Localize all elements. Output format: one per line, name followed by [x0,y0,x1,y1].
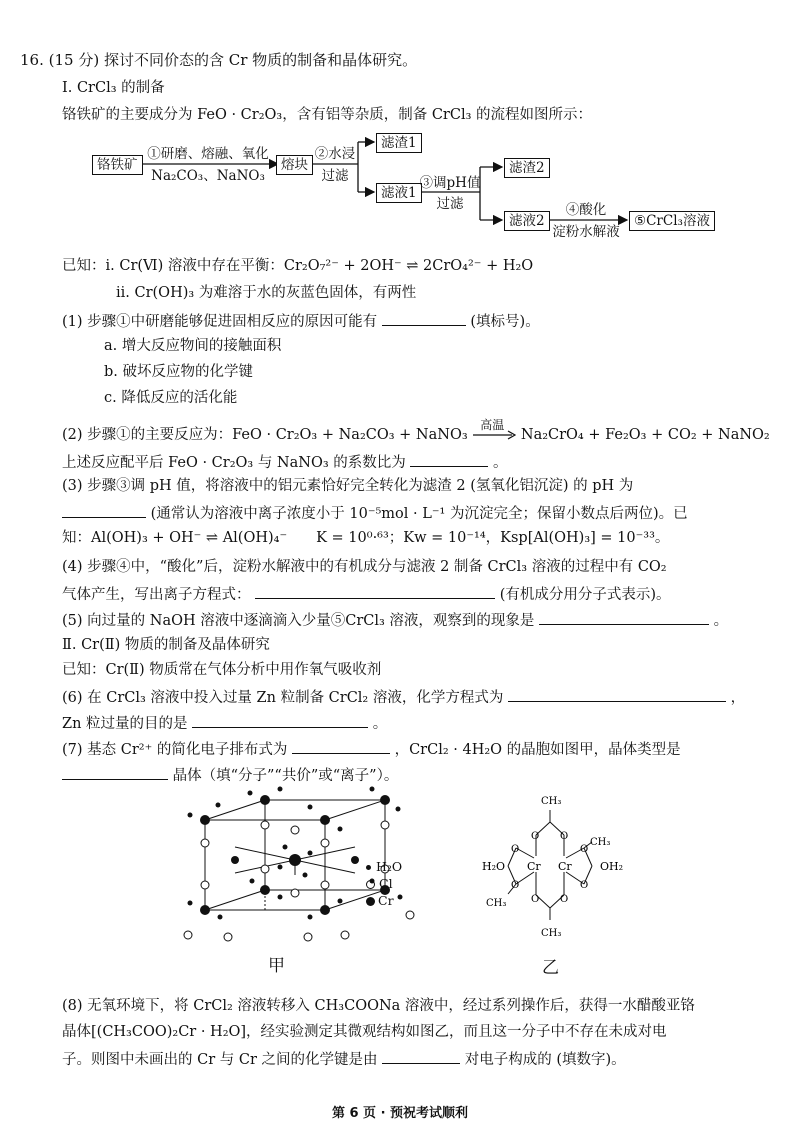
question-16-header: 16. (15 分) 探讨不同价态的含 Cr 物质的制备和晶体研究。 [20,51,418,69]
box-filtrate-1: 滤液1 [376,183,422,203]
mol-ch3-right: CH₃ [590,837,611,848]
mol-o-1: O [531,831,540,842]
legend-cl-marker [366,880,375,889]
option-c: c. 降低反应的活化能 [104,390,238,406]
question-4-text: 气体产生，写出离子方程式： [62,587,251,603]
answer-blank-q7-config[interactable] [292,738,390,754]
step3-label-bottom: 过滤 [436,196,464,212]
question-1-text: (1) 步骤①中研磨能够促进固相反应的原因可能有 [62,314,378,330]
part-1-title: Ⅰ. CrCl₃ 的制备 [62,80,165,96]
question-1 [62,310,540,332]
question-4-line1: (4) 步骤④中，“酸化”后，淀粉水解液中的有机成分与滤液 2 制备 CrCl₃ 溶液的过程中有 CO₂ [62,559,667,575]
question-5 [62,609,728,631]
mol-cr-2: Cr [558,860,572,873]
step4-label-top: ④酸化 [565,202,607,218]
option-b: b. 破坏反应物的化学键 [104,364,253,380]
question-3-line3: 知：Al(OH)₃ + OH⁻ ⇌ Al(OH)₄⁻ K = 10⁰·⁶³；Kw = 10⁻¹⁴，Ksp[Al(OH)₃] = 10⁻³³。 [62,530,670,546]
answer-blank-q5[interactable] [539,609,709,625]
part-2-title: Ⅱ. Cr(Ⅱ) 物质的制备及晶体研究 [62,637,270,653]
known-ii: ii. Cr(OH)₃ 为难溶于水的灰蓝色固体，有两性 [116,285,417,301]
question-6-comma: ， [730,690,746,706]
legend-row-h2o [366,858,402,875]
question-8-line2: 晶体[(CH₃COO)₂Cr · H₂O]，经实验测定其微观结构如图乙，而且这一分子中不存在未成对电 [62,1024,667,1040]
box-residue-2: 滤渣2 [504,158,550,178]
figure-jia-legend [366,858,402,909]
step1-label-top: ①研磨、熔融、氧化 [147,146,269,162]
mol-h2o-left: H₂O [482,860,506,873]
legend-cr-label: Cr [378,893,394,908]
question-8-tail: 对电子构成的 (填数字)。 [464,1052,626,1068]
legend-h2o-label: H₂O [376,859,403,874]
figure-yi-label: 乙 [542,958,559,978]
answer-blank-q4[interactable] [255,583,495,599]
question-6-text: (6) 在 CrCl₃ 溶液中投入过量 Zn 粒制备 CrCl₂ 溶液，化学方程式为 [62,690,504,706]
question-2-lhs: (2) 步骤①的主要反应为：FeO · Cr₂O₃ + Na₂CO₃ + NaNO₃ [62,427,468,443]
question-2-rhs: Na₂CrO₄ + Fe₂O₃ + CO₂ + NaNO₂ [520,427,770,443]
answer-blank-q3[interactable] [62,502,146,518]
page-footer: 第 6 页 · 预祝考试顺利 [331,1106,469,1121]
question-6-text2: Zn 粒过量的目的是 [62,716,188,732]
legend-row-cl [366,875,402,892]
mol-ch3-top: CH₃ [541,796,562,807]
mol-ch3-left: CH₃ [486,898,507,909]
step2-label-bottom: 过滤 [321,168,349,184]
mol-o-2: O [560,831,569,842]
question-8-line1: (8) 无氧环境下，将 CrCl₂ 溶液转移入 CH₃COONa 溶液中，经过系列操作后，获得一水醋酸亚铬 [62,998,695,1014]
question-2-equation [62,418,770,445]
mol-o-6: O [580,880,589,891]
question-2-end: 。 [492,455,508,471]
mol-o-7: O [531,894,540,905]
answer-blank-q6-purpose[interactable] [192,712,368,728]
question-8-line3 [62,1048,626,1070]
step2-label-top: ②水浸 [314,146,356,162]
step1-label-bottom: Na₂CO₃、NaNO₃ [151,168,265,184]
step4-label-bottom: 淀粉水解液 [552,224,620,240]
reaction-condition: 高温 [480,418,505,432]
question-3-line2 [62,502,688,524]
question-4-line2 [62,583,671,605]
option-a: a. 增大反应物间的接触面积 [104,338,282,354]
reaction-arrow [472,418,516,442]
question-3-line1: (3) 步骤③调 pH 值，将溶液中的铝元素恰好完全转化为滤渣 2 (氢氧化铝沉淀) 的 pH 为 [62,478,634,494]
answer-blank-q7-crystal-type[interactable] [62,764,168,780]
question-2-line2 [62,451,507,473]
question-6-end: 。 [372,716,388,732]
question-6-line1 [62,686,745,708]
figure-jia-label: 甲 [268,956,285,976]
box-residue-1: 滤渣1 [376,133,422,153]
question-1-tail: (填标号)。 [470,314,540,330]
box-filtrate-2: 滤液2 [504,211,550,231]
question-5-end: 。 [713,613,729,629]
mol-o-4: O [580,844,589,855]
question-4-tail: (有机成分用分子式表示)。 [499,587,671,603]
legend-cr-marker [366,897,375,906]
question-7-text3: 晶体（填“分子”“共价”或“离子”）。 [172,768,399,784]
question-6-line2 [62,712,387,734]
step3-label-top: ③调pH值 [419,175,481,191]
question-7-line1 [62,738,681,760]
box-product-crcl3: ⑤CrCl₃溶液 [629,211,715,231]
mol-oh2-right: OH₂ [600,860,624,873]
figure-yi-molecule [478,790,638,950]
question-7-text2: ，CrCl₂ · 4H₂O 的晶胞如图甲，晶体类型是 [394,742,681,758]
answer-blank-q8[interactable] [382,1048,460,1064]
intro-text: 铬铁矿的主要成分为 FeO · Cr₂O₃，含有铝等杂质，制备 CrCl₃ 的流程如图所示： [62,107,592,123]
answer-blank-q6-equation[interactable] [508,686,726,702]
answer-blank-q1[interactable] [382,310,466,326]
mol-o-5: O [511,880,520,891]
reaction-arrow-icon [472,428,516,442]
mol-o-3: O [511,844,520,855]
legend-cl-label: Cl [379,876,393,891]
mol-ch3-bottom: CH₃ [541,928,562,939]
box-melt-block: 熔块 [276,155,313,175]
part-2-known: 已知：Cr(Ⅱ) 物质常在气体分析中用作氧气吸收剂 [62,662,382,678]
known-i: 已知：i. Cr(Ⅵ) 溶液中存在平衡：Cr₂O₇²⁻ + 2OH⁻ ⇌ 2CrO₄²⁻ + H₂O [62,258,534,274]
mol-cr-1: Cr [527,860,541,873]
answer-blank-q2[interactable] [410,451,488,467]
legend-h2o-marker [366,865,371,870]
box-chromite-ore: 铬铁矿 [92,155,143,175]
question-7-line2 [62,764,398,786]
question-5-text: (5) 向过量的 NaOH 溶液中逐滴滴入少量⑤CrCl₃ 溶液，观察到的现象是 [62,613,535,629]
question-2-text: 上述反应配平后 FeO · Cr₂O₃ 与 NaNO₃ 的系数比为 [62,455,406,471]
question-3-text2: (通常认为溶液中离子浓度小于 10⁻⁵mol · L⁻¹ 为沉淀完全；保留小数点后两位)。已 [150,506,688,522]
question-8-text: 子。则图中未画出的 Cr 与 Cr 之间的化学键是由 [62,1052,378,1068]
question-7-text: (7) 基态 Cr²⁺ 的简化电子排布式为 [62,742,288,758]
mol-o-8: O [560,894,569,905]
legend-row-cr [366,892,402,909]
